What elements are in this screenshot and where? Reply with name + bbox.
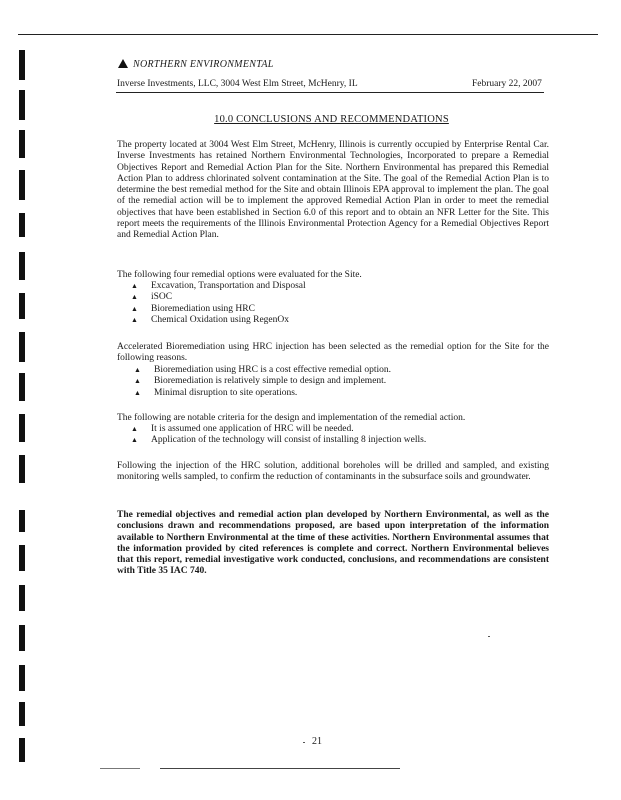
criteria-list bbox=[131, 424, 426, 447]
list-item: ▲ It is assumed one application of HRC will be needed. bbox=[131, 424, 354, 434]
scan-edge-mark bbox=[19, 510, 25, 532]
closing-paragraph: The remedial objectives and remedial action plan developed by Northern Environmental, as well as the conclusions drawn and recommendations proposed, are based upon interpretation of the information available to Northern Environmental at the time of these activities. Northern Environmental assumes that the information provided by cited references is complete and correct. Northern Environmental believes that this report, remedial investigative work conducted, conclusions, and recommendations are consistent with Title 35 IAC 740. bbox=[117, 510, 549, 577]
section-title: 10.0 CONCLUSIONS AND RECOMMENDATIONS bbox=[214, 114, 449, 125]
scan-speck bbox=[303, 742, 305, 743]
triangle-bullet-icon: ▲ bbox=[134, 366, 141, 374]
list-item: ▲ iSOC bbox=[131, 292, 173, 303]
options-list bbox=[131, 281, 306, 326]
scan-edge-mark bbox=[19, 702, 25, 726]
scan-edge-mark bbox=[19, 252, 25, 280]
list-item: ▲ Minimal disruption to site operations. bbox=[134, 387, 298, 398]
triangle-bullet-icon: ▲ bbox=[131, 304, 138, 313]
triangle-bullet-icon: ▲ bbox=[131, 282, 138, 290]
logo-text: NORTHERN ENVIRONMENTAL bbox=[133, 59, 274, 70]
scan-speck bbox=[488, 636, 490, 637]
footer-rule bbox=[160, 768, 400, 769]
scan-edge-mark bbox=[19, 90, 25, 120]
triangle-bullet-icon: ▲ bbox=[134, 377, 141, 386]
scan-edge-mark bbox=[19, 545, 25, 571]
list-item: ▲ Excavation, Transportation and Disposal bbox=[131, 281, 306, 291]
selection-paragraph: Accelerated Bioremediation using HRC injection has been selected as the remedial option for the Site for the following reasons. bbox=[117, 342, 549, 364]
criteria-lead-paragraph: The following are notable criteria for the design and implementation of the remedial action. bbox=[117, 413, 466, 423]
list-item: ▲ Bioremediation using HRC is a cost effective remedial option. bbox=[134, 365, 392, 375]
triangle-logo-icon bbox=[118, 59, 128, 68]
triangle-bullet-icon: ▲ bbox=[131, 436, 138, 445]
list-item: ▲ Bioremediation using HRC bbox=[131, 303, 255, 314]
page-number: 21 bbox=[312, 736, 322, 747]
list-item: ▲ Chemical Oxidation using RegenOx bbox=[131, 314, 289, 325]
footer-dash bbox=[100, 768, 140, 769]
triangle-bullet-icon: ▲ bbox=[131, 293, 138, 302]
triangle-bullet-icon: ▲ bbox=[131, 315, 138, 324]
intro-paragraph: The property located at 3004 West Elm Street, McHenry, Illinois is currently occupied by Enterprise Rental Car. Inverse Investments has retained Northern Environmental Technologies, Incorporated to prepare a Remedial Objectives Report and Remedial Action Plan for the Site. Northern Environmental has prepared this Remedial Action Plan to address chlorinated solvent contamination at the Site. The goal of the Remedial Action Plan is to determine the best remedial method for the Site and obtain Illinois EPA approval to implement the plan. The goal of the remedial action will be to implement the approved Remedial Action Plan in order to meet the remedial objectives that have been established in Section 6.0 of this report and to obtain an NFR Letter for the Site. This report meets the requirements of the Illinois Environmental Protection Agency for a Remedial Objectives Report and Remedial Action Plan. bbox=[117, 140, 549, 241]
list-item: ▲ Application of the technology will consist of installing 8 injection wells. bbox=[131, 435, 427, 446]
followup-paragraph: Following the injection of the HRC solution, additional boreholes will be drilled and sampled, and existing monitoring wells sampled, to confirm the reduction of contaminants in the subsurface soils and groundwater. bbox=[117, 461, 549, 483]
scan-edge-mark bbox=[19, 332, 25, 362]
list-item: ▲ Bioremediation is relatively simple to design and implement. bbox=[134, 376, 387, 387]
header-date: February 22, 2007 bbox=[472, 79, 542, 89]
company-logo bbox=[118, 59, 274, 70]
scan-edge-mark bbox=[19, 665, 25, 691]
header-client-line: Inverse Investments, LLC, 3004 West Elm Street, McHenry, IL bbox=[117, 79, 358, 89]
header-rule bbox=[116, 92, 544, 93]
scan-edge-mark bbox=[19, 738, 25, 762]
top-scan-rule bbox=[18, 34, 598, 35]
scan-edge-mark bbox=[19, 170, 25, 200]
options-lead-paragraph: The following four remedial options were evaluated for the Site. bbox=[117, 270, 362, 280]
scan-edge-mark bbox=[19, 414, 25, 442]
scan-edge-mark bbox=[19, 373, 25, 401]
scan-edge-mark bbox=[19, 213, 25, 237]
reasons-list bbox=[134, 365, 391, 399]
scan-edge-mark bbox=[19, 130, 25, 158]
triangle-bullet-icon: ▲ bbox=[134, 388, 141, 397]
scan-edge-mark bbox=[19, 293, 25, 319]
triangle-bullet-icon: ▲ bbox=[131, 425, 138, 433]
scan-edge-mark bbox=[19, 625, 25, 651]
scan-edge-mark bbox=[19, 585, 25, 611]
scan-edge-mark bbox=[19, 50, 25, 80]
scan-edge-mark bbox=[19, 455, 25, 483]
